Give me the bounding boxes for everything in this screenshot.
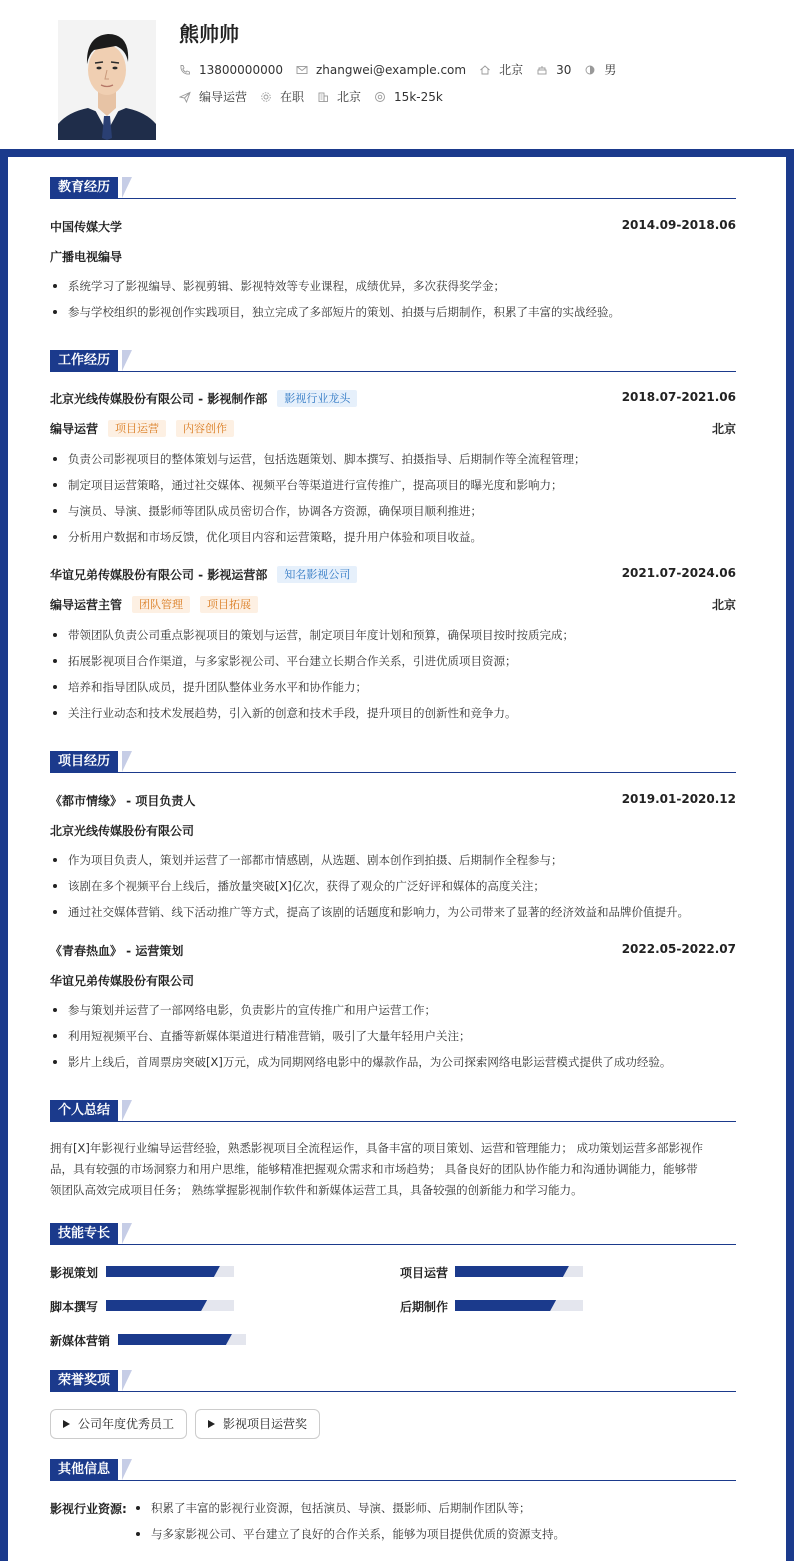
- work-role: 编导运营主管 团队管理 项目拓展 北京: [50, 598, 736, 612]
- mail-icon: [296, 64, 308, 76]
- play-icon: [208, 1420, 215, 1428]
- phone-icon: [179, 64, 191, 76]
- gender-item: 男: [584, 61, 616, 78]
- job-row: [179, 88, 456, 105]
- list-item: 参与学校组织的影视创作实践项目，独立完成了多部短片的策划、拍摄与后期制作，积累了丰富的实战经验。: [50, 304, 750, 320]
- list-item: 关注行业动态和技术发展趋势，引入新的创意和技术手段，提升项目的创新性和竞争力。: [50, 705, 750, 721]
- building-icon: [317, 91, 329, 103]
- city-item: 北京: [479, 61, 523, 78]
- skill-name: 后期制作: [400, 1300, 449, 1314]
- award-item: 公司年度优秀员工: [50, 1409, 187, 1439]
- list-item: 拓展影视项目合作渠道，与多家影视公司、平台建立长期合作关系，引进优质项目资源；: [50, 653, 750, 669]
- role-tag: 内容创作: [176, 420, 234, 437]
- cake-icon: [536, 64, 548, 76]
- project-company: 北京光线传媒股份有限公司: [50, 824, 195, 838]
- skill-bar: [106, 1266, 234, 1277]
- salary-item: 15k-25k: [374, 90, 443, 104]
- company-tag: 知名影视公司: [277, 566, 357, 583]
- contact-row: [179, 61, 629, 78]
- job-item: 编导运营: [179, 88, 247, 105]
- skill-bar: [106, 1300, 234, 1311]
- coin-icon: [374, 91, 386, 103]
- list-item: 带领团队负责公司重点影视项目的策划与运营，制定项目年度计划和预算，确保项目按时按质完成；: [50, 627, 750, 643]
- home-icon: [479, 64, 491, 76]
- role-tag: 团队管理: [132, 596, 190, 613]
- project-title: 《都市情缘》 - 项目负责人 2019.01-2020.12: [50, 792, 736, 808]
- education-major: 广播电视编导: [50, 250, 123, 264]
- skill-bar: [118, 1334, 246, 1345]
- gender-icon: [584, 64, 596, 76]
- project-title: 《青春热血》 - 运营策划 2022.05-2022.07: [50, 942, 736, 958]
- list-item: 培养和指导团队成员，提升团队整体业务水平和协作能力；: [50, 679, 750, 695]
- list-item: 积累了丰富的影视行业资源，包括演员、导演、摄影师、后期制作团队等；: [133, 1500, 733, 1516]
- skill-name: 新媒体营销: [50, 1334, 111, 1348]
- list-item: 分析用户数据和市场反馈，优化项目内容和运营策略，提升用户体验和项目收益。: [50, 529, 750, 545]
- list-item: 与多家影视公司、平台建立了良好的合作关系，能够为项目提供优质的资源支持。: [133, 1526, 733, 1542]
- skill-name: 项目运营: [400, 1266, 449, 1280]
- skill-name: 脚本撰写: [50, 1300, 99, 1314]
- work-company: 华谊兄弟传媒股份有限公司 - 影视运营部 知名影视公司 2021.07-2024.06: [50, 566, 736, 582]
- work-role: 编导运营 项目运营 内容创作 北京: [50, 422, 736, 436]
- skill-bar: [455, 1266, 583, 1277]
- target-city-item: 北京: [317, 88, 361, 105]
- list-item: 与演员、导演、摄影师等团队成员密切合作，协调各方资源，确保项目顺利推进；: [50, 503, 750, 519]
- summary-paragraph: 拥有[X]年影视行业编导运营经验，熟悉影视项目全流程运作，具备丰富的项目策划、运营和管理能力； 成功策划运营多部影视作 品，具有较强的市场洞察力和用户思维，能够精准把握观众需求和市场趋势； 具备良好的团队协作能力和沟通协调能力，能够带 领团队高效完成项目任务； 熟练掌握影视制作软件和新媒体运营工具，具备较强的创新能力和学习能力。: [50, 1141, 704, 1197]
- list-item: 负责公司影视项目的整体策划与运营，包括选题策划、脚本撰写、拍摄指导、后期制作等全流程管理；: [50, 451, 750, 467]
- work-company: 北京光线传媒股份有限公司 - 影视制作部 影视行业龙头 2018.07-2021.06: [50, 390, 736, 406]
- list-item: 制定项目运营策略，通过社交媒体、视频平台等渠道进行宣传推广，提高项目的曝光度和影响力；: [50, 477, 750, 493]
- list-item: 参与策划并运营了一部网络电影，负责影片的宣传推广和用户运营工作；: [50, 1002, 750, 1018]
- list-item: 利用短视频平台、直播等新媒体渠道进行精准营销，吸引了大量年轻用户关注；: [50, 1028, 750, 1044]
- section-awards: 荣誉奖项: [50, 1370, 736, 1392]
- phone-item: 13800000000: [179, 63, 283, 77]
- status-item: 在职: [260, 88, 304, 105]
- list-item: 影片上线后，首周票房突破[X]万元，成为同期网络电影中的爆款作品，为公司探索网络电影运营模式提供了成功经验。: [50, 1054, 750, 1070]
- profile-photo: [58, 20, 156, 140]
- settings-icon: [260, 91, 272, 103]
- candidate-name: 熊帅帅: [179, 22, 239, 46]
- section-project: 项目经历: [50, 751, 736, 773]
- project-company: 华谊兄弟传媒股份有限公司: [50, 974, 195, 988]
- email-item: zhangwei@example.com: [296, 63, 466, 77]
- company-tag: 影视行业龙头: [277, 390, 357, 407]
- play-icon: [63, 1420, 70, 1428]
- list-item: 该剧在多个视频平台上线后，播放量突破[X]亿次，获得了观众的广泛好评和媒体的高度关注；: [50, 878, 750, 894]
- section-education: 教育经历: [50, 177, 736, 199]
- section-summary: 个人总结: [50, 1100, 736, 1122]
- section-other: 其他信息: [50, 1459, 736, 1481]
- role-tag: 项目拓展: [200, 596, 258, 613]
- section-skills: 技能专长: [50, 1223, 736, 1245]
- other-label: 影视行业资源:: [50, 1502, 127, 1516]
- role-tag: 项目运营: [108, 420, 166, 437]
- age-item: 30: [536, 63, 571, 77]
- list-item: 作为项目负责人，策划并运营了一部都市情感剧，从选题、剧本创作到拍摄、后期制作全程参与；: [50, 852, 750, 868]
- list-item: 系统学习了影视编导、影视剪辑、影视特效等专业课程，成绩优异，多次获得奖学金；: [50, 278, 750, 294]
- list-item: 通过社交媒体营销、线下活动推广等方式，提高了该剧的话题度和影响力，为公司带来了显著的经济效益和品牌价值提升。: [50, 904, 750, 920]
- award-item: 影视项目运营奖: [195, 1409, 320, 1439]
- skill-name: 影视策划: [50, 1266, 99, 1280]
- section-work: 工作经历: [50, 350, 736, 372]
- skill-bar: [455, 1300, 583, 1311]
- resume-header: [0, 0, 794, 157]
- send-icon: [179, 91, 191, 103]
- education-school: 中国传媒大学 2014.09-2018.06: [50, 218, 736, 234]
